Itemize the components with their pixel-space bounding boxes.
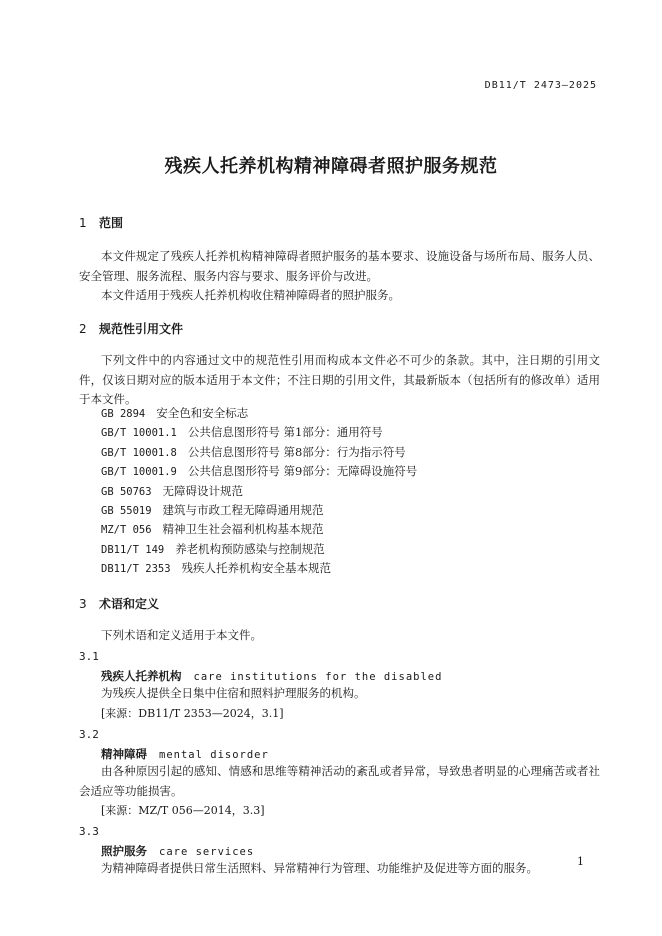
term-entry	[101, 668, 442, 684]
reference-code: GB 55019	[101, 505, 152, 517]
reference-name: 精神卫生社会福利机构基本规范	[162, 522, 324, 536]
reference-code: GB 2894	[101, 408, 146, 420]
reference-name: 公共信息图形符号 第8部分：行为指示符号	[187, 445, 406, 459]
reference-item	[101, 444, 406, 460]
reference-name: 安全色和安全标志	[156, 406, 249, 420]
reference-item	[101, 424, 383, 440]
section-number: 1	[79, 216, 87, 230]
term-definition: 为残疾人提供全日集中住宿和照料护理服务的机构。	[101, 686, 366, 700]
reference-name: 公共信息图形符号 第9部分：无障碍设施符号	[187, 464, 418, 478]
section-title: 术语和定义	[99, 597, 160, 611]
term-english: care services	[159, 846, 255, 858]
reference-code: MZ/T 056	[101, 524, 152, 536]
term-definition: 由各种原因引起的感知、情感和思维等精神活动的紊乱或者异常，导致患者明显的心理痛苦或者社会适应等功能损害。	[79, 764, 600, 798]
references-intro: 下列文件中的内容通过文中的规范性引用而构成本文件必不可少的条款。其中，注日期的引用文件，仅该日期对应的版本适用于本文件；不注日期的引用文件，其最新版本（包括所有的修改单）适用于本文件。	[79, 353, 600, 406]
scope-paragraph-2: 本文件适用于残疾人托养机构收住精神障碍者的照护服务。	[101, 288, 400, 302]
section-number: 3	[79, 597, 87, 611]
term-definition: 为精神障碍者提供日常生活照料、异常精神行为管理、功能维护及促进等方面的服务。	[101, 861, 538, 875]
reference-item	[101, 521, 324, 537]
reference-name: 残疾人托养机构安全基本规范	[181, 561, 332, 575]
reference-code: GB/T 10001.1	[101, 427, 177, 439]
term-english: mental disorder	[159, 749, 269, 761]
reference-code: DB11/T 149	[101, 544, 165, 556]
reference-item	[101, 560, 331, 576]
reference-code: GB/T 10001.9	[101, 466, 177, 478]
reference-name: 建筑与市政工程无障碍通用规范	[162, 503, 324, 517]
section-number: 2	[79, 322, 87, 336]
page-title: 残疾人托养机构精神障碍者照护服务规范	[164, 156, 498, 177]
reference-item	[101, 541, 325, 557]
term-entry	[101, 746, 269, 762]
reference-code: DB11/T 2353	[101, 563, 171, 575]
reference-name: 无障碍设计规范	[162, 484, 244, 498]
reference-code: GB 50763	[101, 486, 152, 498]
scope-paragraph-1: 本文件规定了残疾人托养机构精神障碍者照护服务的基本要求、设施设备与场所布局、服务人员、安全管理、服务流程、服务内容与要求、服务评价与改进。	[79, 249, 600, 283]
page-number: 1	[577, 855, 584, 868]
document-code: DB11/T 2473—2025	[484, 80, 597, 91]
section-title: 范围	[99, 216, 124, 230]
term-number: 3.2	[79, 728, 99, 741]
term-entry	[101, 843, 254, 859]
reference-item	[101, 483, 243, 499]
term-number: 3.1	[79, 650, 99, 663]
term-chinese: 精神障碍	[101, 747, 147, 761]
reference-code: GB/T 10001.8	[101, 447, 177, 459]
term-source: [来源：MZ/T 056—2014，3.3]	[101, 804, 265, 817]
terms-intro: 下列术语和定义适用于本文件。	[101, 628, 262, 642]
reference-item	[101, 405, 248, 421]
term-source: [来源：DB11/T 2353—2024，3.1]	[101, 707, 284, 720]
term-chinese: 残疾人托养机构	[101, 669, 182, 683]
section-heading-normative-references	[79, 320, 183, 337]
reference-item	[101, 502, 324, 518]
term-english: care institutions for the disabled	[193, 671, 443, 683]
section-heading-scope	[79, 214, 123, 231]
section-title: 规范性引用文件	[99, 322, 184, 336]
reference-name: 养老机构预防感染与控制规范	[175, 542, 325, 556]
term-number: 3.3	[79, 825, 99, 838]
reference-item	[101, 463, 417, 479]
section-heading-terms-and-definitions	[79, 595, 159, 612]
reference-name: 公共信息图形符号 第1部分：通用符号	[187, 425, 383, 439]
term-chinese: 照护服务	[101, 844, 147, 858]
